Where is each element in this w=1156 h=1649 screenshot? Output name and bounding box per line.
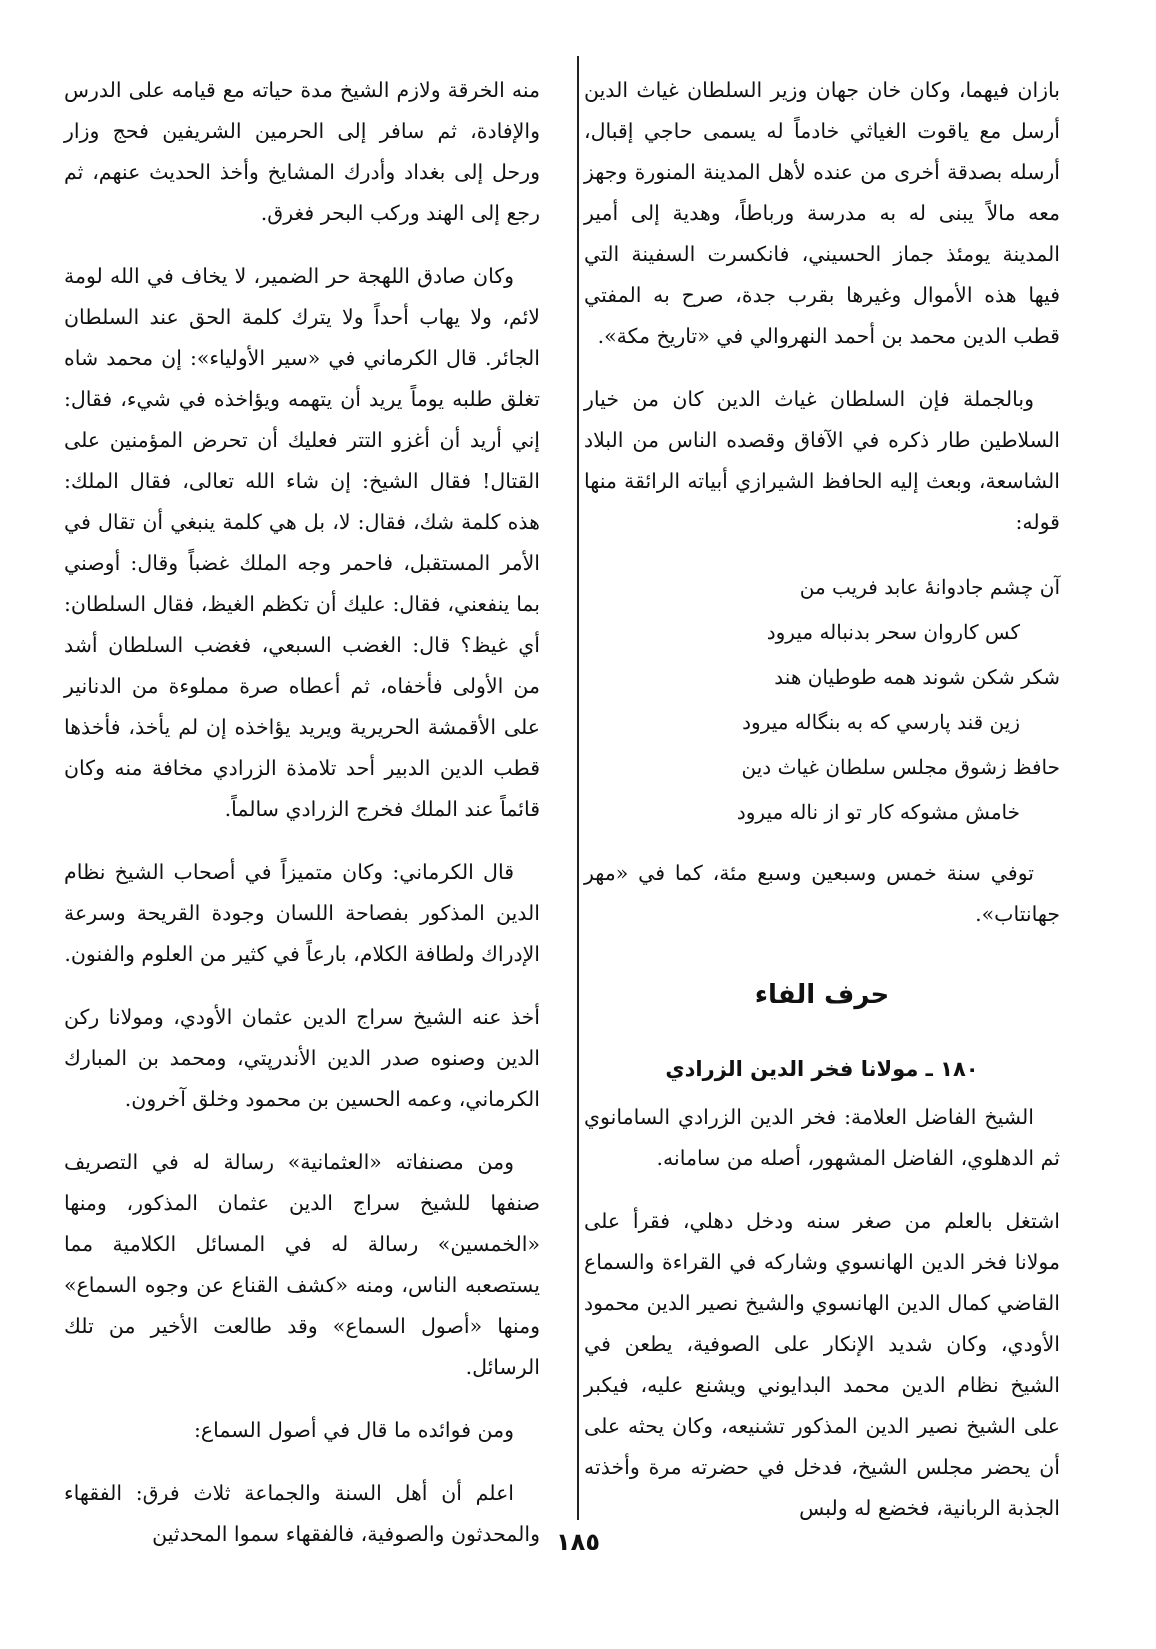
right-column bbox=[584, 70, 1060, 1551]
paragraph: اعلم أن أهل السنة والجماعة ثلاث فرق: الفقهاء والمحدثون والصوفية، فالفقهاء سموا المحدثين bbox=[64, 1481, 540, 1546]
poem-line: خامش مشوكه كار تو از ناله ميرود bbox=[736, 800, 1020, 824]
column-divider bbox=[577, 56, 579, 1520]
paragraph: الشيخ الفاضل العلامة: فخر الدين الزرادي السامانوي ثم الدهلوي، الفاضل المشهور، أصله من سامانه. bbox=[584, 1105, 1060, 1170]
poem-line: آن چشم جادوانهٔ عابد فريب من bbox=[799, 575, 1060, 599]
section-title: حرف الفاء bbox=[754, 980, 890, 1010]
paragraph: قال الكرماني: وكان متميزاً في أصحاب الشيخ نظام الدين المذكور بفصاحة اللسان وجودة القريحة وسرعة الإدراك ولطافة الكلام، بارعاً في كثير من العلوم والفنون. bbox=[64, 860, 540, 966]
paragraph: ومن مصنفاته «العثمانية» رسالة له في التصريف صنفها للشيخ سراج الدين عثمان المذكور، ومنها «الخمسين» رسالة له في المسائل الكلامية مما يستصعبه الناس، ومنه «كشف القناع عن وجوه السماع» ومنها «أصول السماع» وقد طالعت الأخير من تلك الرسائل. bbox=[64, 1150, 540, 1379]
poem-verses bbox=[584, 565, 1060, 835]
poem-line: حافظ زشوق مجلس سلطان غياث دين bbox=[741, 755, 1060, 779]
paragraph: أخذ عنه الشيخ سراج الدين عثمان الأودي، ومولانا ركن الدين وصنوه صدر الدين الأندرپتي، ومحمد بن المبارك الكرماني، وعمه الحسين بن محمود وخلق آخرون. bbox=[64, 1005, 540, 1111]
paragraph: اشتغل بالعلم من صغر سنه ودخل دهلي، فقرأ على مولانا فخر الدين الهانسوي وشاركه في القراءة والسماع القاضي كمال الدين الهانسوي والشيخ نصير الدين محمود الأودي، وكان شديد الإنكار على الصوفية، يطعن في الشيخ نظام الدين محمد البدايوني ويشنع عليه، فيكبر على الشيخ نصير الدين المذكور تشنيعه، وكان يحثه على أن يحضر مجلس الشيخ، فدخل في حضرته مرة وأخذته الجذبة الربانية، فخضع له ولبس bbox=[584, 1209, 1060, 1520]
poem-line: شكر شكن شوند همه طوطيان هند bbox=[774, 665, 1060, 689]
paragraph: وبالجملة فإن السلطان غياث الدين كان من خيار السلاطين طار ذكره في الآفاق وقصده الناس من البلاد الشاسعة، وبعث إليه الحافظ الشيرازي أبياته الرائقة منها قوله: bbox=[584, 387, 1060, 534]
paragraph: بازان فيهما، وكان خان جهان وزير السلطان غياث الدين أرسل مع ياقوت الغياثي خادماً له يسمى حاجي إقبال، أرسله بصدقة أخرى من عنده لأهل المدينة المنورة وجهز معه مالاً يبنى له به مدرسة ورباطاً، وهدية إلى أمير المدينة يومئذ جماز الحسيني، فانكسرت السفينة التي فيها هذه الأموال وغيرها بقرب جدة، صرح به المفتي قطب الدين محمد بن أحمد النهروالي في «تاريخ مكة». bbox=[584, 78, 1060, 348]
page-number: ١٨٥ bbox=[556, 1528, 600, 1556]
paragraph: وكان صادق اللهجة حر الضمير، لا يخاف في الله لومة لائم، ولا يهاب أحداً ولا يترك كلمة الحق عند السلطان الجائر. قال الكرماني في «سير الأولياء»: إن محمد شاه تغلق طلبه يوماً يريد أن يتهمه ويؤاخذه في شيء، فقال: إني أريد أن أغزو التتر فعليك أن تحرض المؤمنين على القتال! فقال الشيخ: إن شاء الله تعالى، فقال الملك: هذه كلمة شك، فقال: لا، بل هي كلمة ينبغي أن تقال في الأمر المستقبل، فاحمر وجه الملك غضباً وقال: أوصني بما ينفعني، فقال: عليك أن تكظم الغيظ، فقال السلطان: أي غيظ؟ قال: الغضب السبعي، فغضب السلطان أشد من الأولى فأخفاه، ثم أعطاه صرة مملوءة من الدنانير على الأقمشة الحريرية ويريد يؤاخذه إن لم يأخذ، فأخذها قطب الدين الدبير أحد تلامذة الزرادي مخافة منه وكان قائماً عند الملك فخرج الزرادي سالماً. bbox=[64, 264, 540, 821]
paragraph: توفي سنة خمس وسبعين وسبع مئة، كما في «مهر جهانتاب». bbox=[584, 861, 1060, 926]
paragraph: منه الخرقة ولازم الشيخ مدة حياته مع قيامه على الدرس والإفادة، ثم سافر إلى الحرمين الشريفين فحج وزار ورحل إلى بغداد وأدرك المشايخ وأخذ الحديث عنهم، ثم رجع إلى الهند وركب البحر فغرق. bbox=[64, 78, 540, 225]
poem-line: كس كاروان سحر بدنباله ميرود bbox=[766, 620, 1020, 644]
poem-line: زين قند پارسي كه به بنگاله ميرود bbox=[742, 710, 1020, 734]
left-column bbox=[64, 70, 540, 1577]
paragraph: ومن فوائده ما قال في أصول السماع: bbox=[194, 1418, 514, 1442]
entry-title: ١٨٠ ـ مولانا فخر الدين الزرادي bbox=[665, 1057, 979, 1081]
